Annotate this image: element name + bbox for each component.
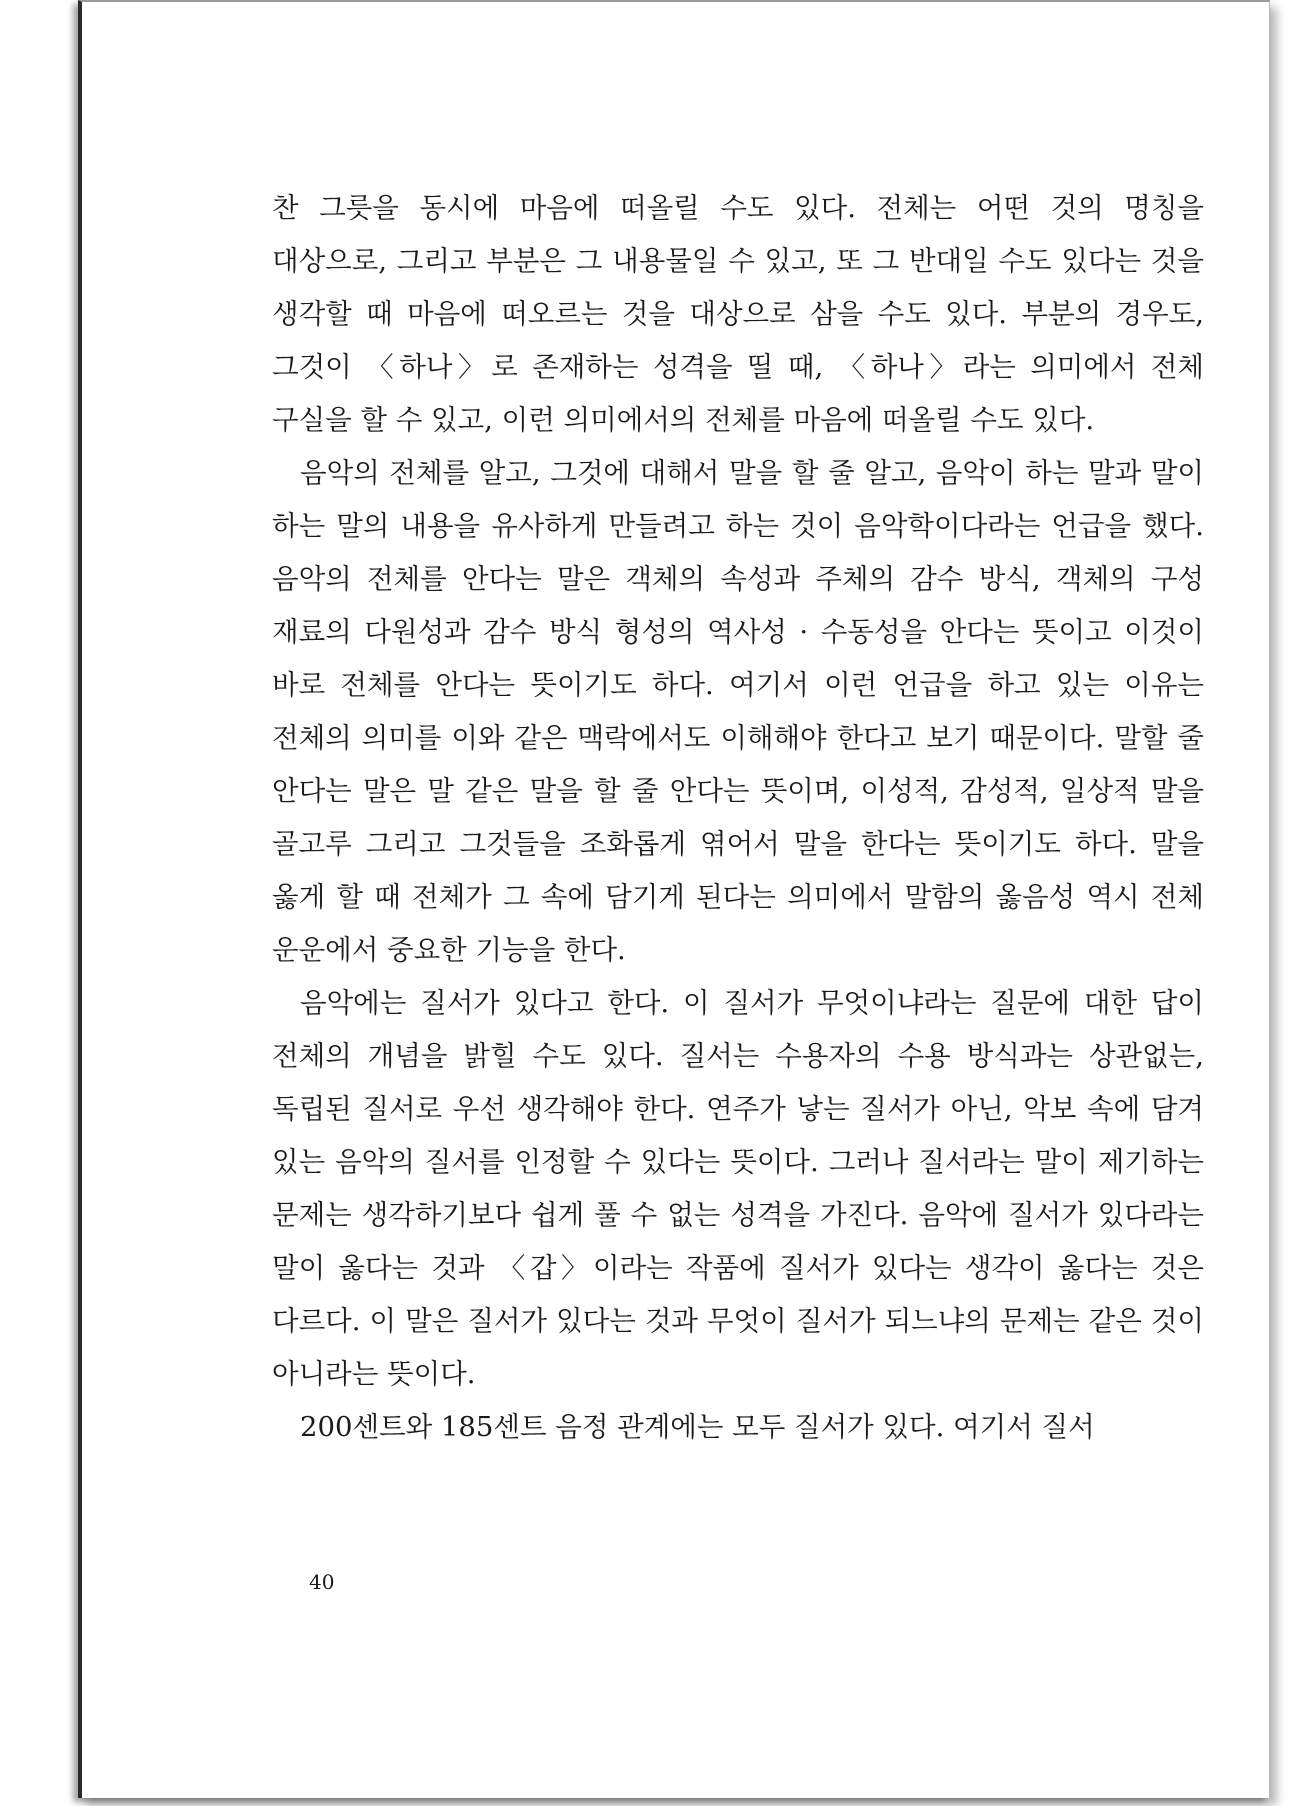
- paragraph-1: 찬 그릇을 동시에 마음에 떠올릴 수도 있다. 전체는 어떤 것의 명칭을 대상으로, 그리고 부분은 그 내용물일 수 있고, 또 그 반대일 수도 있다는 것을 생각할 때 마음에 떠오르는 것을 대상으로 삼을 수도 있다. 부분의 경우도, 그것이 〈하나〉로 존재하는 성격을 띨 때, 〈하나〉라는 의미에서 전체 구실을 할 수 있고, 이런 의미에서의 전체를 마음에 떠올릴 수도 있다.: [272, 192, 1204, 436]
- paragraph-4: 200센트와 185센트 음정 관계에는 모두 질서가 있다. 여기서 질서: [300, 1411, 1095, 1443]
- paragraph-2: 음악의 전체를 알고, 그것에 대해서 말을 할 줄 알고, 음악이 하는 말과 말이 하는 말의 내용을 유사하게 만들려고 하는 것이 음악학이다라는 언급을 했다. 음악의 전체를 안다는 말은 객체의 속성과 주체의 감수 방식, 객체의 구성 재료의 다원성과 감수 방식 형성의 역사성 · 수동성을 안다는 뜻이고 이것이 바로 전체를 안다는 뜻이기도 하다. 여기서 이런 언급을 하고 있는 이유는 전체의 의미를 이와 같은 맥락에서도 이해해야 한다고 보기 때문이다. 말할 줄 안다는 말은 말 같은 말을 할 줄 안다는 뜻이며, 이성적, 감성적, 일상적 말을 골고루 그리고 그것들을 조화롭게 엮어서 말을 한다는 뜻이기도 하다. 말을 옳게 할 때 전체가 그 속에 담기게 된다는 의미에서 말함의 옳음성 역시 전체 운운에서 중요한 기능을 한다.: [272, 457, 1204, 966]
- book-page: [78, 0, 1270, 1798]
- page-body-text: [272, 182, 1204, 1454]
- paragraph-3: 음악에는 질서가 있다고 한다. 이 질서가 무엇이냐라는 질문에 대한 답이 전체의 개념을 밝힐 수도 있다. 질서는 수용자의 수용 방식과는 상관없는, 독립된 질서로 우선 생각해야 한다. 연주가 낳는 질서가 아닌, 악보 속에 담겨 있는 음악의 질서를 인정할 수 있다는 뜻이다. 그러나 질서라는 말이 제기하는 문제는 생각하기보다 쉽게 풀 수 없는 성격을 가진다. 음악에 질서가 있다라는 말이 옳다는 것과 〈갑〉이라는 작품에 질서가 있다는 생각이 옳다는 것은 다르다. 이 말은 질서가 있다는 것과 무엇이 질서가 되느냐의 문제는 같은 것이 아니라는 뜻이다.: [272, 987, 1204, 1390]
- page-number: 40: [309, 1570, 335, 1594]
